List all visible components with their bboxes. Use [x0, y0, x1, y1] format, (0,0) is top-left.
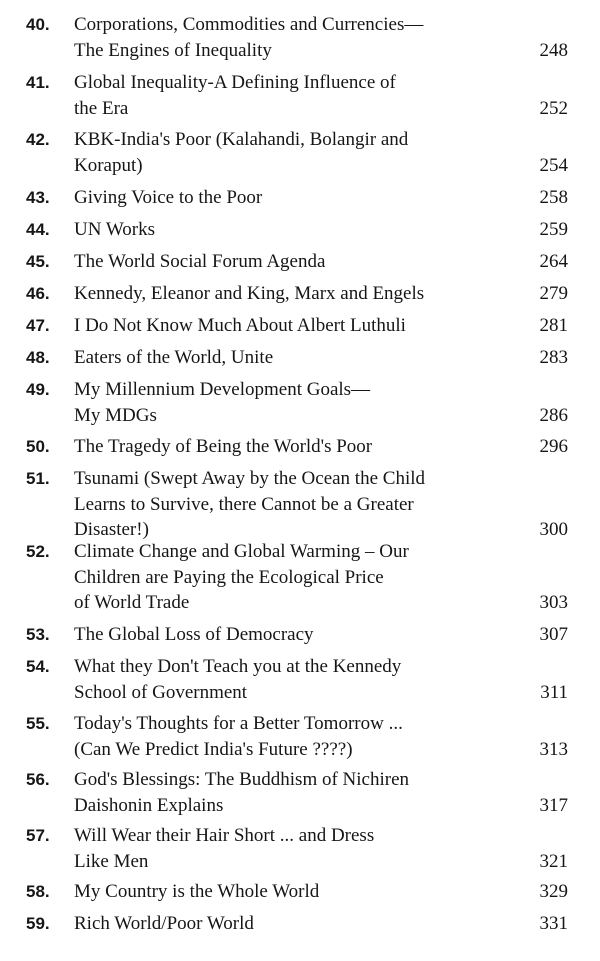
entry-title-line: Daishonin Explains: [74, 794, 224, 816]
entry-number: 58.: [26, 882, 50, 901]
entry-page-number: 329: [539, 881, 568, 902]
entry-title-line: Rich World/Poor World: [74, 913, 254, 934]
entry-title-line: Eaters of the World, Unite: [74, 347, 274, 368]
entry-page-number: 248: [539, 39, 568, 61]
entry-title-line: Koraput): [74, 154, 143, 176]
entry-title: [74, 539, 514, 616]
entry-title-line: Today's Thoughts for a Better Tomorrow ...: [74, 713, 403, 734]
entry-title-line: Global Inequality-A Defining Influence of: [74, 72, 396, 93]
entry-title-line: Kennedy, Eleanor and King, Marx and Engels: [74, 283, 425, 304]
entry-title-line: Learns to Survive, there Cannot be a Greater: [74, 493, 414, 515]
entry-title-line: the Era: [74, 97, 129, 119]
entry-number: 54.: [26, 657, 50, 676]
entry-number: 42.: [26, 130, 50, 149]
entry-page-number: 281: [539, 315, 568, 336]
entry-number: 57.: [26, 826, 50, 845]
entry-title-line: Children are Paying the Ecological Price: [74, 566, 384, 588]
entry-title-line: The Tragedy of Being the World's Poor: [74, 436, 373, 457]
entry-number: 52.: [26, 542, 50, 561]
entry-title: [74, 622, 514, 648]
entry-title: [74, 185, 514, 211]
entry-page-number: 313: [539, 738, 568, 760]
entry-number: 59.: [26, 914, 50, 933]
entry-number: 51.: [26, 469, 50, 488]
entry-title: [74, 12, 514, 63]
entry-title-line: The Engines of Inequality: [74, 39, 272, 61]
entry-page-number: 296: [539, 436, 568, 457]
entry-page-number: 317: [539, 794, 568, 816]
entry-title-line: School of Government: [74, 681, 248, 703]
entry-page-number: 252: [539, 97, 568, 119]
entry-title-line: of World Trade: [74, 592, 190, 613]
entry-title-line: (Can We Predict India's Future ????): [74, 738, 353, 760]
entry-number: 47.: [26, 316, 50, 335]
entry-title: [74, 466, 514, 543]
entry-title-line: Like Men: [74, 850, 149, 872]
entry-title-line: The World Social Forum Agenda: [74, 251, 326, 272]
entry-page-number: 307: [539, 624, 568, 645]
entry-page-number: 254: [539, 154, 568, 176]
entry-title: [74, 217, 514, 243]
entry-number: 43.: [26, 188, 50, 207]
entry-title-line: I Do Not Know Much About Albert Luthuli: [74, 315, 406, 336]
entry-title-line: God's Blessings: The Buddhism of Nichiren: [74, 769, 410, 790]
entry-title: [74, 70, 514, 121]
entry-title: [74, 127, 514, 178]
entry-number: 49.: [26, 380, 50, 399]
entry-page-number: 258: [539, 187, 568, 208]
entry-title: [74, 313, 514, 339]
entry-title-line: Climate Change and Global Warming – Our: [74, 541, 409, 562]
entry-title-line: Disaster!): [74, 519, 149, 540]
entry-number: 45.: [26, 252, 50, 271]
entry-title-line: Tsunami (Swept Away by the Ocean the Child: [74, 468, 425, 489]
entry-title: [74, 345, 514, 371]
entry-title: [74, 434, 514, 460]
entry-title-line: Giving Voice to the Poor: [74, 187, 263, 208]
entry-title: [74, 879, 514, 905]
entry-title: [74, 377, 514, 428]
entry-title: [74, 767, 514, 818]
entry-number: 40.: [26, 15, 50, 34]
entry-title-line: Corporations, Commodities and Currencies—: [74, 14, 424, 35]
entry-number: 48.: [26, 348, 50, 367]
entry-title: [74, 823, 514, 874]
entry-number: 50.: [26, 437, 50, 456]
entry-number: 46.: [26, 284, 50, 303]
entry-number: 53.: [26, 625, 50, 644]
entry-page-number: 311: [540, 681, 568, 703]
entry-title-line: What they Don't Teach you at the Kennedy: [74, 656, 402, 677]
entry-title: [74, 711, 514, 762]
entry-number: 56.: [26, 770, 50, 789]
entry-number: 41.: [26, 73, 50, 92]
entry-page-number: 259: [539, 219, 568, 240]
entry-title-line: The Global Loss of Democracy: [74, 624, 314, 645]
entry-title-line: My MDGs: [74, 404, 157, 426]
entry-title: [74, 654, 514, 705]
entry-page-number: 300: [539, 519, 568, 540]
entry-title-line: Will Wear their Hair Short ... and Dress: [74, 825, 375, 846]
entry-page-number: 303: [539, 592, 568, 613]
entry-page-number: 283: [539, 347, 568, 368]
entry-page-number: 279: [539, 283, 568, 304]
entry-page-number: 286: [539, 404, 568, 426]
entry-page-number: 331: [539, 913, 568, 934]
entry-number: 55.: [26, 714, 50, 733]
entry-title: [74, 911, 514, 937]
entry-title-line: KBK-India's Poor (Kalahandi, Bolangir and: [74, 129, 409, 150]
entry-title-line: My Millennium Development Goals—: [74, 379, 371, 400]
entry-page-number: 264: [539, 251, 568, 272]
entry-title: [74, 249, 514, 275]
entry-title: [74, 281, 514, 307]
entry-page-number: 321: [539, 850, 568, 872]
entry-title-line: My Country is the Whole World: [74, 881, 320, 902]
entry-number: 44.: [26, 220, 50, 239]
entry-title-line: UN Works: [74, 219, 155, 240]
